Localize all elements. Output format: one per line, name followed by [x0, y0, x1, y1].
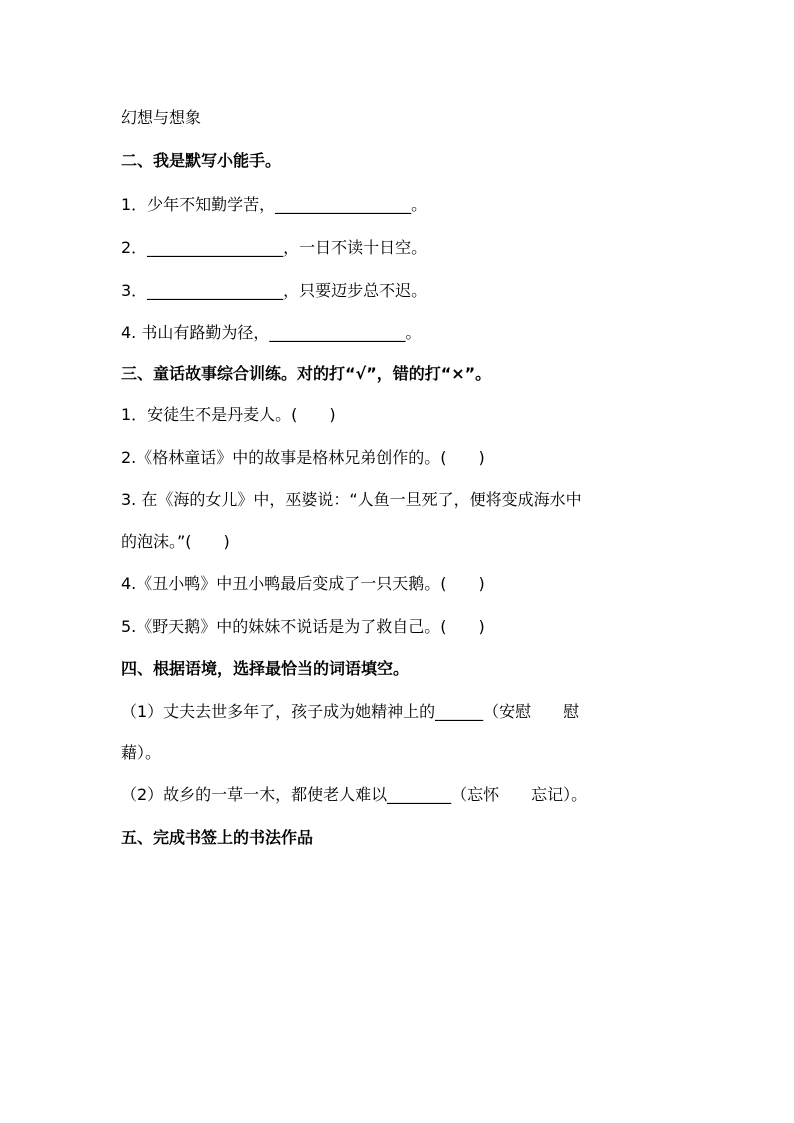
section-4-heading: 四、根据语境，选择最恰当的词语填空。 [121, 659, 410, 678]
section-5-heading: 五、完成书签上的书法作品 [121, 828, 314, 847]
section-2-item-1: 1．少年不知勤学苦，_________________。 [121, 195, 428, 214]
section-3-item-3-continued: 的泡沫。”( ) [121, 532, 230, 551]
section-3-heading: 三、童话故事综合训练。对的打“√”，错的打“×”。 [121, 364, 492, 383]
section-4-item-2: （2）故乡的一草一木，都使老人难以________（忘怀 忘记）。 [121, 785, 588, 804]
section-3-item-2: 2.《格林童话》中的故事是格林兄弟创作的。( ) [121, 448, 485, 467]
section-3-item-3: 3. 在《海的女儿》中，巫婆说：“人鱼一旦死了，便将变成海水中 [121, 490, 582, 509]
section-2-item-2: 2．_________________，一日不读十日空。 [121, 238, 428, 257]
section-4-item-1: （1）丈夫去世多年了，孩子成为她精神上的______（安慰 慰 [121, 702, 580, 721]
section-4-item-1-continued: 藉）。 [121, 743, 162, 762]
section-3-item-5: 5.《野天鹅》中的妹妹不说话是为了救自己。( ) [121, 617, 485, 636]
section-2-item-3: 3．_________________，只要迈步总不迟。 [121, 281, 428, 300]
section-2-item-4: 4. 书山有路勤为径，_________________。 [121, 323, 422, 342]
document-title: 幻想与想象 [121, 108, 202, 127]
section-3-item-1: 1．安徒生不是丹麦人。( ) [121, 405, 336, 424]
section-2-heading: 二、我是默写小能手。 [121, 151, 282, 170]
section-3-item-4: 4.《丑小鸭》中丑小鸭最后变成了一只天鹅。( ) [121, 574, 485, 593]
